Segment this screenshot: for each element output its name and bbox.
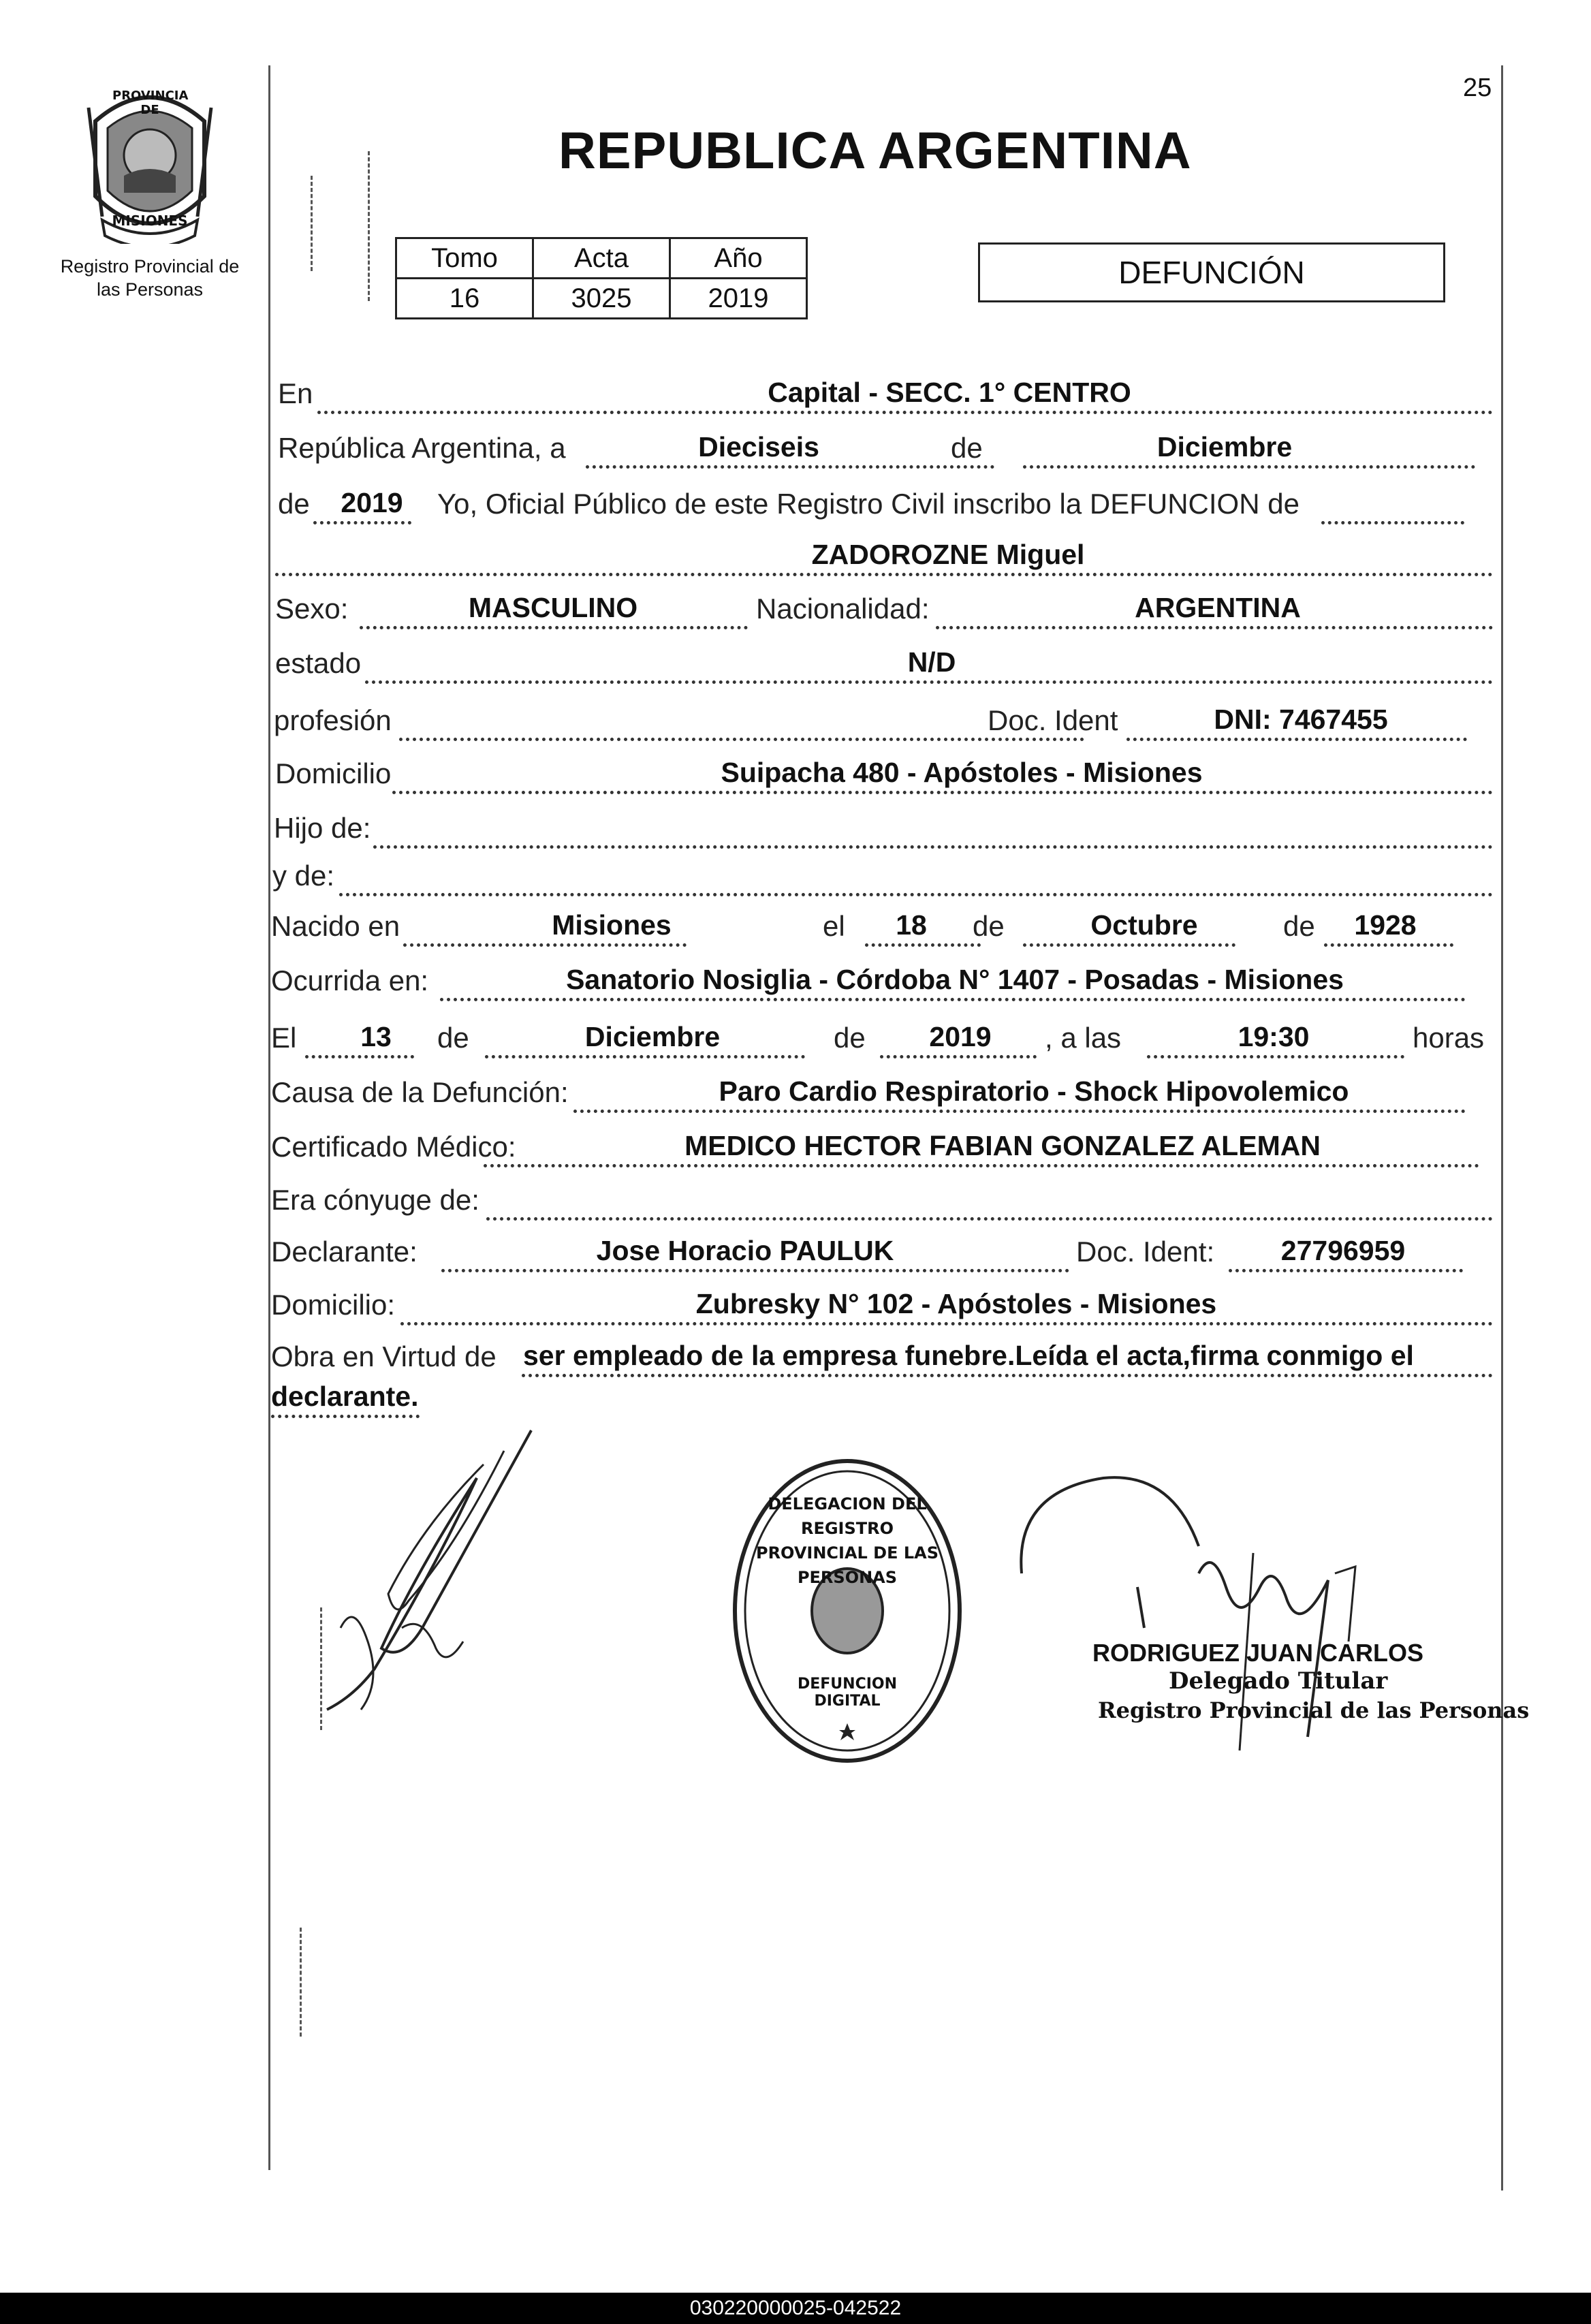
de-label-3: de xyxy=(973,910,1005,942)
declarant-signature-icon xyxy=(300,1424,558,1723)
el-label: el xyxy=(823,910,845,942)
causa-label: Causa de la Defunción: xyxy=(271,1076,569,1108)
estado-label: estado xyxy=(275,647,362,679)
domicilio-value: Suipacha 480 - Apóstoles - Misiones xyxy=(721,757,1203,788)
footer-bar xyxy=(0,2293,1591,2324)
doc-ident-label: Doc. Ident xyxy=(988,704,1118,736)
register-table xyxy=(395,237,808,319)
obra-value-line1: ser empleado de la empresa funebre.Leída el acta,firma conmigo el xyxy=(523,1340,1414,1371)
birth-month-value: Octubre xyxy=(1090,909,1198,941)
row-spouse xyxy=(271,1167,1493,1221)
hijo-label: Hijo de: xyxy=(274,812,371,844)
republica-label: República Argentina, a xyxy=(278,432,566,464)
footer-code: 030220000025-042522 xyxy=(689,2297,902,2319)
stamp-outer-text: DELEGACION DEL REGISTRO PROVINCIAL DE LAS PERSONAS xyxy=(755,1494,939,1587)
tomo-header: Tomo xyxy=(396,238,533,279)
official-title: Delegado Titular xyxy=(1169,1667,1388,1695)
document-type-label: DEFUNCIÓN xyxy=(1118,255,1305,290)
right-margin-line xyxy=(1501,65,1503,2190)
yde-label: y de: xyxy=(272,860,335,892)
death-day-value: 13 xyxy=(360,1021,392,1052)
official-office: Registro Provincial de las Personas xyxy=(1098,1697,1530,1723)
estado-value: N/D xyxy=(907,646,956,678)
de-label-4: de xyxy=(1283,910,1315,942)
page-number: 25 xyxy=(1463,74,1492,102)
row-declarant-address xyxy=(271,1272,1493,1325)
de-label-6: de xyxy=(834,1022,866,1054)
day-value: Dieciseis xyxy=(698,431,819,462)
row-medical-certificate xyxy=(271,1114,1493,1167)
death-year-value: 2019 xyxy=(929,1021,992,1052)
declarante-value: Jose Horacio PAULUK xyxy=(596,1235,894,1266)
nacido-label: Nacido en xyxy=(271,910,400,942)
profesion-label: profesión xyxy=(274,704,392,736)
month-value: Diciembre xyxy=(1156,431,1293,462)
left-margin-line xyxy=(268,65,270,2170)
obra-value-line2: declarante. xyxy=(271,1381,419,1412)
death-time-value: 19:30 xyxy=(1238,1021,1310,1052)
row-birth xyxy=(271,894,1493,947)
death-place-value: Sanatorio Nosiglia - Córdoba N° 1407 - Posadas - Misiones xyxy=(566,964,1344,995)
registrar-statement: Yo, Oficial Público de este Registro Civil inscribo la DEFUNCION de xyxy=(437,488,1299,520)
de-label-2: de xyxy=(278,488,310,520)
anio-value: 2019 xyxy=(670,279,807,319)
row-legal-basis-cont xyxy=(271,1365,1493,1418)
registry-name-line1: Registro Provincial de xyxy=(60,256,240,277)
row-deceased-name xyxy=(271,523,1493,576)
nacionalidad-value: ARGENTINA xyxy=(1135,592,1301,623)
conyuge-label: Era cónyuge de: xyxy=(271,1184,479,1216)
alas-label: , a las xyxy=(1045,1022,1122,1054)
de-label-5: de xyxy=(437,1022,469,1054)
ocurrida-label: Ocurrida en: xyxy=(271,964,429,996)
doc-ident2-label: Doc. Ident: xyxy=(1076,1236,1215,1268)
nacionalidad-label: Nacionalidad: xyxy=(756,593,930,625)
row-mother xyxy=(271,843,1493,896)
cause-value: Paro Cardio Respiratorio - Shock Hipovolemico xyxy=(719,1075,1349,1107)
year-value: 2019 xyxy=(341,487,403,518)
de-label: de xyxy=(951,432,983,464)
domicilio2-value: Zubresky N° 102 - Apóstoles - Misiones xyxy=(695,1288,1217,1319)
declarante-label: Declarante: xyxy=(271,1236,418,1268)
row-cause xyxy=(271,1060,1493,1113)
official-name: RODRIGUEZ JUAN CARLOS xyxy=(1092,1639,1424,1667)
hole-punch-mark xyxy=(368,151,370,301)
acta-header: Acta xyxy=(533,238,670,279)
register-table-header-row xyxy=(396,238,807,279)
doc-ident-value: DNI: 7467455 xyxy=(1214,704,1388,735)
row-declarant xyxy=(271,1219,1493,1272)
official-stamp xyxy=(725,1451,970,1771)
hole-punch-mark xyxy=(300,1928,302,2037)
row-death-place xyxy=(271,948,1493,1001)
hole-punch-mark xyxy=(311,176,313,271)
el2-label: El xyxy=(271,1022,297,1054)
country-title: REPUBLICA ARGENTINA xyxy=(558,122,1192,180)
seal-bottom-text: MISIONES xyxy=(112,213,188,229)
birth-year-value: 1928 xyxy=(1354,909,1417,941)
row-father xyxy=(271,796,1493,849)
birthplace-value: Misiones xyxy=(552,909,672,941)
domicilio-label: Domicilio xyxy=(275,757,392,789)
obra-label: Obra en Virtud de xyxy=(271,1340,497,1372)
death-month-value: Diciembre xyxy=(584,1021,721,1052)
anio-header: Año xyxy=(670,238,807,279)
seal-top-text: PROVINCIA DE xyxy=(112,89,189,117)
document-type-box xyxy=(978,242,1445,302)
doc-ident2-value: 27796959 xyxy=(1280,1235,1406,1266)
stamp-inner-text: DEFUNCION DIGITAL xyxy=(797,1676,898,1710)
row-death-date xyxy=(271,1005,1493,1058)
certificado-value: MEDICO HECTOR FABIAN GONZALEZ ALEMAN xyxy=(684,1130,1321,1161)
official-signature-icon xyxy=(1008,1464,1389,1791)
place-value: Capital - SECC. 1° CENTRO xyxy=(768,377,1131,408)
sexo-label: Sexo: xyxy=(275,593,349,625)
row-registrar-statement xyxy=(271,471,1493,524)
acta-value: 3025 xyxy=(533,279,670,319)
row-profession-id xyxy=(271,688,1493,741)
register-table-value-row xyxy=(396,279,807,319)
domicilio2-label: Domicilio: xyxy=(271,1289,396,1321)
birth-day-value: 18 xyxy=(896,909,927,941)
registry-name-line2: las Personas xyxy=(96,279,204,300)
row-civil-status xyxy=(271,631,1493,684)
certificado-label: Certificado Médico: xyxy=(271,1131,516,1163)
row-address xyxy=(271,741,1493,794)
en-label: En xyxy=(278,377,313,409)
row-sex-nationality xyxy=(271,576,1493,629)
tomo-value: 16 xyxy=(396,279,533,319)
sexo-value: MASCULINO xyxy=(468,592,638,623)
horas-label: horas xyxy=(1413,1022,1485,1054)
row-place xyxy=(271,361,1493,414)
row-date xyxy=(271,415,1493,469)
deceased-name: ZADOROZNE Miguel xyxy=(811,539,1085,570)
